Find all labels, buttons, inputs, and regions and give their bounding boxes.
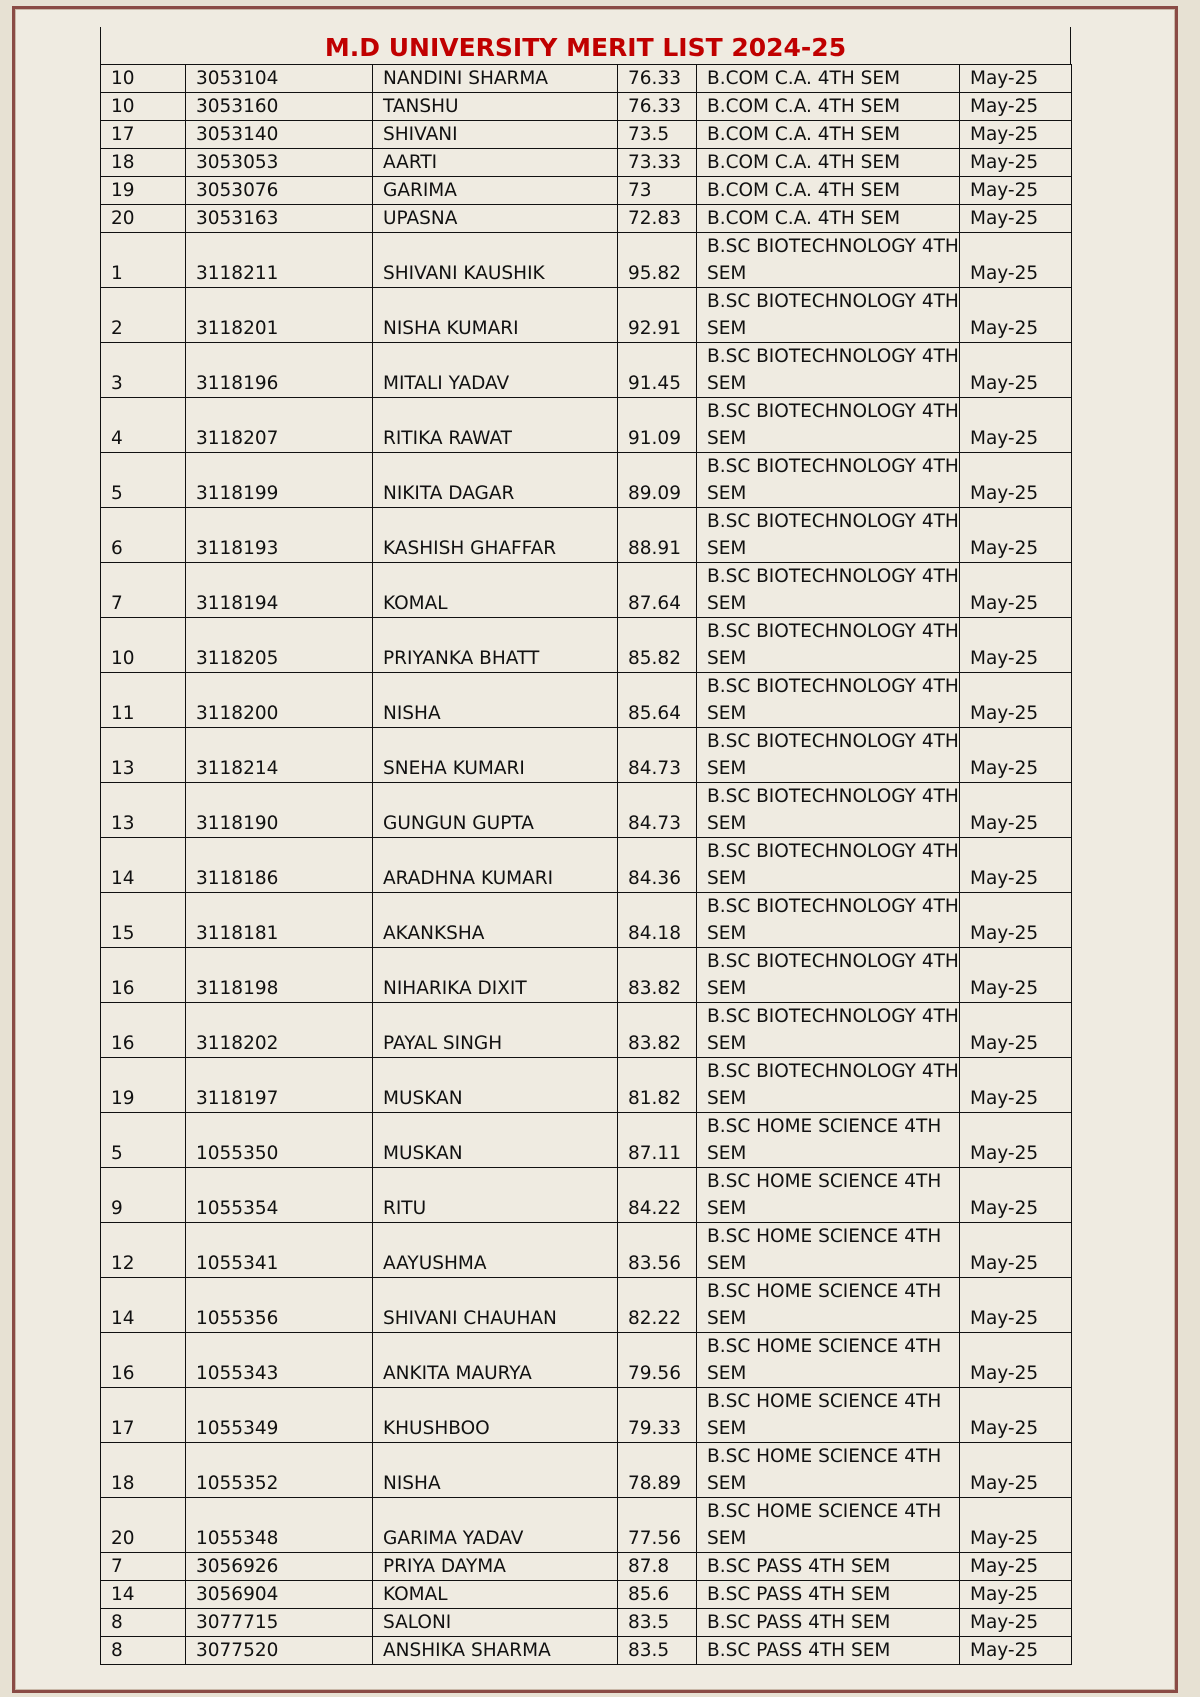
session-cell: May-25 [960,93,1072,121]
rank-cell: 15 [101,893,186,948]
table-row [101,205,1072,233]
student-name-cell: ANKITA MAURYA [373,1333,618,1388]
roll-number-cell: 3118196 [186,343,373,398]
roll-number-cell: 3077715 [186,1609,373,1637]
rank-cell: 11 [101,673,186,728]
student-name-cell: PRIYANKA BHATT [373,618,618,673]
percentage-cell: 73.5 [618,121,697,149]
student-name-cell: KOMAL [373,563,618,618]
table-row [101,343,1072,398]
table-row [101,1003,1072,1058]
table-row [101,1333,1072,1388]
student-name-cell: ANSHIKA SHARMA [373,1637,618,1665]
table-row [101,453,1072,508]
roll-number-cell: 3118193 [186,508,373,563]
session-cell: May-25 [960,233,1072,288]
table-row [101,177,1072,205]
percentage-cell: 87.8 [618,1553,697,1581]
session-cell: May-25 [960,177,1072,205]
course-cell: B.SC HOME SCIENCE 4TH SEM [697,1278,960,1333]
table-row [101,149,1072,177]
roll-number-cell: 3118186 [186,838,373,893]
percentage-cell: 79.33 [618,1388,697,1443]
course-cell: B.SC BIOTECHNOLOGY 4TH SEM [697,1003,960,1058]
percentage-cell: 76.33 [618,65,697,93]
session-cell: May-25 [960,1113,1072,1168]
table-row [101,1058,1072,1113]
session-cell: May-25 [960,398,1072,453]
table-row [101,1388,1072,1443]
session-cell: May-25 [960,288,1072,343]
rank-cell: 17 [101,1388,186,1443]
percentage-cell: 84.73 [618,783,697,838]
course-cell: B.SC HOME SCIENCE 4TH SEM [697,1223,960,1278]
student-name-cell: NISHA [373,1443,618,1498]
rank-cell: 16 [101,1333,186,1388]
roll-number-cell: 3118202 [186,1003,373,1058]
session-cell: May-25 [960,1168,1072,1223]
course-cell: B.SC BIOTECHNOLOGY 4TH SEM [697,508,960,563]
table-row [101,93,1072,121]
student-name-cell: AKANKSHA [373,893,618,948]
session-cell: May-25 [960,948,1072,1003]
student-name-cell: SHIVANI [373,121,618,149]
table-row [101,1223,1072,1278]
session-cell: May-25 [960,1498,1072,1553]
percentage-cell: 87.64 [618,563,697,618]
percentage-cell: 83.82 [618,1003,697,1058]
session-cell: May-25 [960,149,1072,177]
student-name-cell: SALONI [373,1609,618,1637]
table-row [101,1278,1072,1333]
roll-number-cell: 1055341 [186,1223,373,1278]
session-cell: May-25 [960,1278,1072,1333]
session-cell: May-25 [960,783,1072,838]
table-row [101,893,1072,948]
course-cell: B.SC PASS 4TH SEM [697,1553,960,1581]
percentage-cell: 81.82 [618,1058,697,1113]
table-row [101,728,1072,783]
student-name-cell: SNEHA KUMARI [373,728,618,783]
percentage-cell: 73 [618,177,697,205]
percentage-cell: 88.91 [618,508,697,563]
course-cell: B.SC HOME SCIENCE 4TH SEM [697,1443,960,1498]
percentage-cell: 84.18 [618,893,697,948]
percentage-cell: 84.22 [618,1168,697,1223]
student-name-cell: RITIKA RAWAT [373,398,618,453]
student-name-cell: KHUSHBOO [373,1388,618,1443]
student-name-cell: SHIVANI KAUSHIK [373,233,618,288]
percentage-cell: 92.91 [618,288,697,343]
table-row [101,618,1072,673]
percentage-cell: 85.82 [618,618,697,673]
rank-cell: 14 [101,1278,186,1333]
session-cell: May-25 [960,1637,1072,1665]
rank-cell: 18 [101,1443,186,1498]
session-cell: May-25 [960,1553,1072,1581]
course-cell: B.SC HOME SCIENCE 4TH SEM [697,1388,960,1443]
rank-cell: 10 [101,618,186,673]
roll-number-cell: 3118200 [186,673,373,728]
course-cell: B.SC BIOTECHNOLOGY 4TH SEM [697,453,960,508]
roll-number-cell: 1055356 [186,1278,373,1333]
student-name-cell: MUSKAN [373,1058,618,1113]
course-cell: B.COM C.A. 4TH SEM [697,121,960,149]
course-cell: B.SC HOME SCIENCE 4TH SEM [697,1113,960,1168]
percentage-cell: 83.5 [618,1609,697,1637]
percentage-cell: 83.82 [618,948,697,1003]
roll-number-cell: 1055349 [186,1388,373,1443]
session-cell: May-25 [960,1581,1072,1609]
table-row [101,1113,1072,1168]
percentage-cell: 85.6 [618,1581,697,1609]
roll-number-cell: 3077520 [186,1637,373,1665]
table-row [101,233,1072,288]
roll-number-cell: 1055352 [186,1443,373,1498]
rank-cell: 10 [101,65,186,93]
table-row [101,838,1072,893]
course-cell: B.SC BIOTECHNOLOGY 4TH SEM [697,618,960,673]
table-row [101,1581,1072,1609]
roll-number-cell: 3118214 [186,728,373,783]
percentage-cell: 76.33 [618,93,697,121]
session-cell: May-25 [960,65,1072,93]
roll-number-cell: 3118201 [186,288,373,343]
rank-cell: 19 [101,177,186,205]
session-cell: May-25 [960,121,1072,149]
course-cell: B.SC BIOTECHNOLOGY 4TH SEM [697,233,960,288]
roll-number-cell: 3053053 [186,149,373,177]
session-cell: May-25 [960,1388,1072,1443]
table-row [101,398,1072,453]
rank-cell: 8 [101,1637,186,1665]
percentage-cell: 72.83 [618,205,697,233]
rank-cell: 5 [101,453,186,508]
table-row [101,508,1072,563]
student-name-cell: KOMAL [373,1581,618,1609]
percentage-cell: 84.36 [618,838,697,893]
table-row [101,1498,1072,1553]
course-cell: B.SC BIOTECHNOLOGY 4TH SEM [697,288,960,343]
roll-number-cell: 3056926 [186,1553,373,1581]
page-title: M.D UNIVERSITY MERIT LIST 2024-25 [100,27,1071,64]
student-name-cell: NIHARIKA DIXIT [373,948,618,1003]
student-name-cell: AAYUSHMA [373,1223,618,1278]
percentage-cell: 85.64 [618,673,697,728]
student-name-cell: ARADHNA KUMARI [373,838,618,893]
percentage-cell: 73.33 [618,149,697,177]
rank-cell: 4 [101,398,186,453]
roll-number-cell: 3118190 [186,783,373,838]
percentage-cell: 95.82 [618,233,697,288]
rank-cell: 3 [101,343,186,398]
session-cell: May-25 [960,1443,1072,1498]
roll-number-cell: 3118194 [186,563,373,618]
session-cell: May-25 [960,563,1072,618]
rank-cell: 19 [101,1058,186,1113]
percentage-cell: 87.11 [618,1113,697,1168]
course-cell: B.COM C.A. 4TH SEM [697,205,960,233]
session-cell: May-25 [960,1333,1072,1388]
course-cell: B.SC HOME SCIENCE 4TH SEM [697,1168,960,1223]
course-cell: B.SC BIOTECHNOLOGY 4TH SEM [697,343,960,398]
roll-number-cell: 3118197 [186,1058,373,1113]
course-cell: B.SC BIOTECHNOLOGY 4TH SEM [697,673,960,728]
course-cell: B.COM C.A. 4TH SEM [697,65,960,93]
session-cell: May-25 [960,893,1072,948]
student-name-cell: MITALI YADAV [373,343,618,398]
course-cell: B.SC PASS 4TH SEM [697,1609,960,1637]
rank-cell: 9 [101,1168,186,1223]
rank-cell: 20 [101,1498,186,1553]
table-row [101,1168,1072,1223]
merit-table-body [101,65,1072,1665]
course-cell: B.COM C.A. 4TH SEM [697,149,960,177]
session-cell: May-25 [960,453,1072,508]
session-cell: May-25 [960,673,1072,728]
session-cell: May-25 [960,1003,1072,1058]
session-cell: May-25 [960,205,1072,233]
percentage-cell: 82.22 [618,1278,697,1333]
roll-number-cell: 1055350 [186,1113,373,1168]
session-cell: May-25 [960,1609,1072,1637]
roll-number-cell: 3118205 [186,618,373,673]
student-name-cell: MUSKAN [373,1113,618,1168]
table-row [101,948,1072,1003]
session-cell: May-25 [960,838,1072,893]
student-name-cell: GARIMA [373,177,618,205]
roll-number-cell: 1055343 [186,1333,373,1388]
table-row [101,288,1072,343]
roll-number-cell: 3056904 [186,1581,373,1609]
student-name-cell: AARTI [373,149,618,177]
roll-number-cell: 3053104 [186,65,373,93]
merit-table [100,64,1072,1665]
percentage-cell: 91.45 [618,343,697,398]
course-cell: B.SC PASS 4TH SEM [697,1581,960,1609]
rank-cell: 13 [101,783,186,838]
roll-number-cell: 3053163 [186,205,373,233]
rank-cell: 12 [101,1223,186,1278]
session-cell: May-25 [960,1223,1072,1278]
session-cell: May-25 [960,728,1072,783]
table-row [101,121,1072,149]
roll-number-cell: 3118211 [186,233,373,288]
session-cell: May-25 [960,343,1072,398]
roll-number-cell: 3118207 [186,398,373,453]
course-cell: B.SC BIOTECHNOLOGY 4TH SEM [697,783,960,838]
rank-cell: 14 [101,838,186,893]
rank-cell: 7 [101,1553,186,1581]
rank-cell: 14 [101,1581,186,1609]
rank-cell: 8 [101,1609,186,1637]
student-name-cell: NISHA KUMARI [373,288,618,343]
table-row [101,563,1072,618]
percentage-cell: 89.09 [618,453,697,508]
course-cell: B.COM C.A. 4TH SEM [697,93,960,121]
roll-number-cell: 3053160 [186,93,373,121]
student-name-cell: SHIVANI CHAUHAN [373,1278,618,1333]
course-cell: B.SC BIOTECHNOLOGY 4TH SEM [697,728,960,783]
rank-cell: 18 [101,149,186,177]
rank-cell: 2 [101,288,186,343]
percentage-cell: 84.73 [618,728,697,783]
rank-cell: 16 [101,1003,186,1058]
table-row [101,673,1072,728]
student-name-cell: RITU [373,1168,618,1223]
course-cell: B.SC BIOTECHNOLOGY 4TH SEM [697,948,960,1003]
session-cell: May-25 [960,508,1072,563]
rank-cell: 20 [101,205,186,233]
student-name-cell: GUNGUN GUPTA [373,783,618,838]
course-cell: B.COM C.A. 4TH SEM [697,177,960,205]
student-name-cell: NANDINI SHARMA [373,65,618,93]
rank-cell: 6 [101,508,186,563]
roll-number-cell: 3118199 [186,453,373,508]
student-name-cell: GARIMA YADAV [373,1498,618,1553]
percentage-cell: 91.09 [618,398,697,453]
rank-cell: 1 [101,233,186,288]
percentage-cell: 83.56 [618,1223,697,1278]
roll-number-cell: 3118181 [186,893,373,948]
roll-number-cell: 1055348 [186,1498,373,1553]
table-row [101,1553,1072,1581]
course-cell: B.SC BIOTECHNOLOGY 4TH SEM [697,563,960,618]
table-row [101,65,1072,93]
rank-cell: 13 [101,728,186,783]
course-cell: B.SC HOME SCIENCE 4TH SEM [697,1498,960,1553]
student-name-cell: TANSHU [373,93,618,121]
percentage-cell: 79.56 [618,1333,697,1388]
rank-cell: 10 [101,93,186,121]
student-name-cell: UPASNA [373,205,618,233]
percentage-cell: 77.56 [618,1498,697,1553]
student-name-cell: PAYAL SINGH [373,1003,618,1058]
table-row [101,1609,1072,1637]
roll-number-cell: 3053076 [186,177,373,205]
rank-cell: 7 [101,563,186,618]
rank-cell: 5 [101,1113,186,1168]
table-row [101,783,1072,838]
student-name-cell: PRIYA DAYMA [373,1553,618,1581]
course-cell: B.SC BIOTECHNOLOGY 4TH SEM [697,1058,960,1113]
student-name-cell: NIKITA DAGAR [373,453,618,508]
roll-number-cell: 1055354 [186,1168,373,1223]
course-cell: B.SC PASS 4TH SEM [697,1637,960,1665]
rank-cell: 17 [101,121,186,149]
course-cell: B.SC HOME SCIENCE 4TH SEM [697,1333,960,1388]
course-cell: B.SC BIOTECHNOLOGY 4TH SEM [697,398,960,453]
course-cell: B.SC BIOTECHNOLOGY 4TH SEM [697,838,960,893]
rank-cell: 16 [101,948,186,1003]
roll-number-cell: 3118198 [186,948,373,1003]
student-name-cell: NISHA [373,673,618,728]
percentage-cell: 83.5 [618,1637,697,1665]
table-row [101,1443,1072,1498]
session-cell: May-25 [960,618,1072,673]
roll-number-cell: 3053140 [186,121,373,149]
student-name-cell: KASHISH GHAFFAR [373,508,618,563]
table-row [101,1637,1072,1665]
session-cell: May-25 [960,1058,1072,1113]
merit-list-sheet [100,27,1071,1665]
percentage-cell: 78.89 [618,1443,697,1498]
course-cell: B.SC BIOTECHNOLOGY 4TH SEM [697,893,960,948]
